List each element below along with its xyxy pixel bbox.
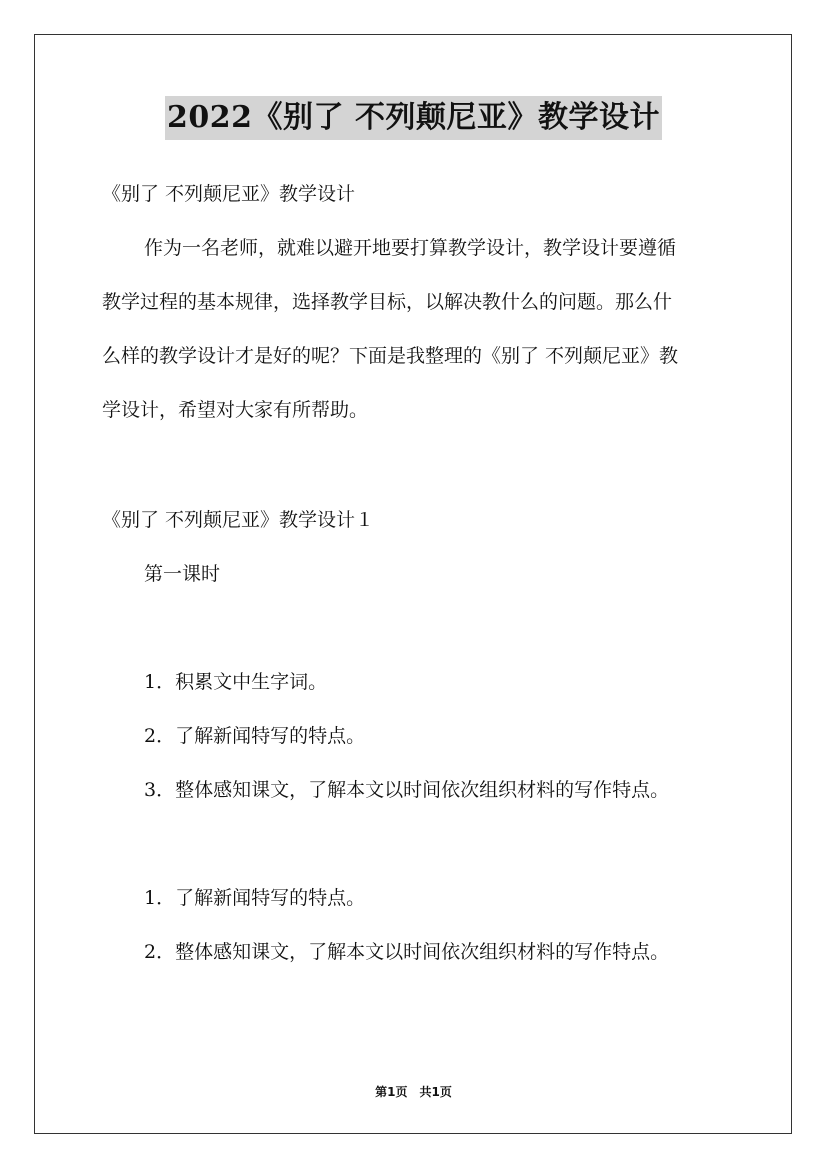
document-title-text: 2022《别了 不列颠尼亚》教学设计	[165, 96, 662, 140]
section-heading: 《别了 不列颠尼亚》教学设计１	[102, 509, 375, 531]
list-a-item-1: 1．积累文中生字词。	[144, 671, 328, 693]
document-subtitle: 《别了 不列颠尼亚》教学设计	[102, 183, 356, 205]
list-a-item-3: 3．整体感知课文，了解本文以时间依次组织材料的写作特点。	[144, 779, 670, 801]
list-b-item-2: 2．整体感知课文，了解本文以时间依次组织材料的写作特点。	[144, 941, 670, 963]
list-b-item-1: 1．了解新闻特写的特点。	[144, 887, 366, 909]
list-a-item-2: 2．了解新闻特写的特点。	[144, 725, 366, 747]
lesson-label: 第一课时	[144, 563, 221, 585]
intro-line-4: 学设计，希望对大家有所帮助。	[102, 399, 369, 421]
intro-line-3: 么样的教学设计才是好的呢？下面是我整理的《别了 不列颠尼亚》教	[102, 345, 679, 367]
intro-line-2: 教学过程的基本规律，选择教学目标，以解决教什么的问题。那么什	[102, 291, 673, 313]
page-footer: 第1页 共1页	[375, 1085, 452, 1099]
intro-line-1: 作为一名老师，就难以避开地要打算教学设计，教学设计要遵循	[144, 237, 677, 259]
document-title	[0, 96, 827, 140]
